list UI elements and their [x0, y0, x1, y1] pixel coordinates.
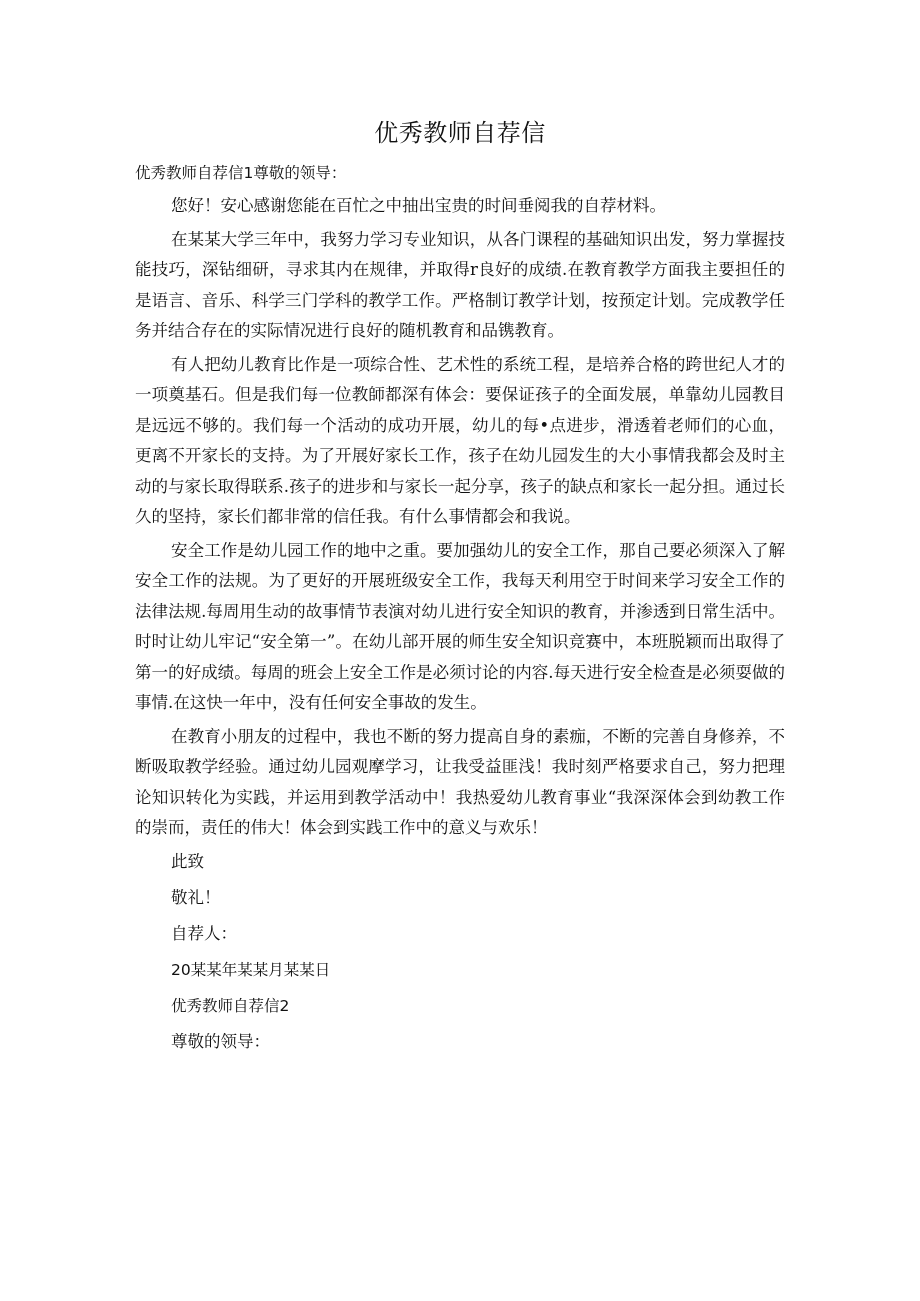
- paragraph-study: 在某某大学三年中，我努力学习专业知识，从各门课程的基础知识出发，努力掌握技能技巧，深钻细研，寻求其内在规律，并取得r良好的成绩.在教育教学方面我主要担任的是语言、音乐、科学三门学科的教学工作。严格制订教学计划，按预定计划。完成教学任务并结合存在的实际情况进行良好的随机教育和品镌教育。: [135, 229, 785, 340]
- second-salutation: 尊敬的领导：: [171, 1031, 270, 1051]
- closing-line: 此致: [171, 851, 204, 871]
- date-line: 20某某年某某月某某日: [171, 960, 331, 979]
- salute-line: 敬礼！: [171, 887, 221, 907]
- document-title: 优秀教师自荐信: [374, 119, 546, 147]
- letter-body: [135, 160, 785, 1063]
- paragraph-safety: 安全工作是幼儿园工作的地中之重。要加强幼儿的安全工作，那自己要必须深入了解安全工作的法规。为了更好的开展班级安全工作，我每天利用空于时间来学习安全工作的法律法规.每周用生动的故事情节表演对幼儿进行安全知识的教育，并渗透到日常生活中。时时让幼儿牢记“安全第一”。在幼儿部开展的师生安全知识竞赛中，本班脱颖而出取得了第一的好成绩。每周的班会上安全工作是必须讨论的内容.每天进行安全检查是必须耍做的事情.在这快一年中，没有任何安全事故的发生。: [135, 540, 785, 712]
- paragraph-greeting: 您好！安心感谢您能在百忙之中抽出宝贵的时间垂阅我的自荐材料。: [171, 196, 666, 215]
- paragraph-growth: 在教育小朋友的过程中，我也不断的努力提高自身的素痂，不断的完善自身修养，不断吸取教学经验。通过幼儿园观摩学习，让我受益匪浅！我时刻严格要求自己，努力把理论知识转化为实践，并运用到教学活动中！我热爱幼儿教育事业“我深深体会到幼教工作的崇而，责任的伟大！体会到实践工作中的意义与欢乐！: [135, 726, 785, 837]
- opening-line: 优秀教师自荐信1尊敬的领导：: [135, 164, 347, 182]
- paragraph-parents: 有人把幼儿教育比作是一项综合性、艺术性的系统工程，是培养合格的跨世纪人才的一项奠基石。但是我们每一位教師都深有体会：要保证孩子的全面发展，单靠幼儿园教目是远远不够的。我们每一个活动的成功开展，幼儿的每•点进步，滑透着老师们的心血，更离不开家长的支持。为了开展好家长工作，孩子在幼儿园发生的大小事情我都会及时主动的与家长取得联系.孩子的进步和与家长一起分享，孩子的缺点和家长一起分担。通过长久的坚持，家长们都非常的信任我。有什么事情都会和我说。: [135, 354, 785, 526]
- second-letter-title: 优秀教师自荐信2: [171, 996, 290, 1015]
- signature-label: 自荐人：: [171, 923, 237, 943]
